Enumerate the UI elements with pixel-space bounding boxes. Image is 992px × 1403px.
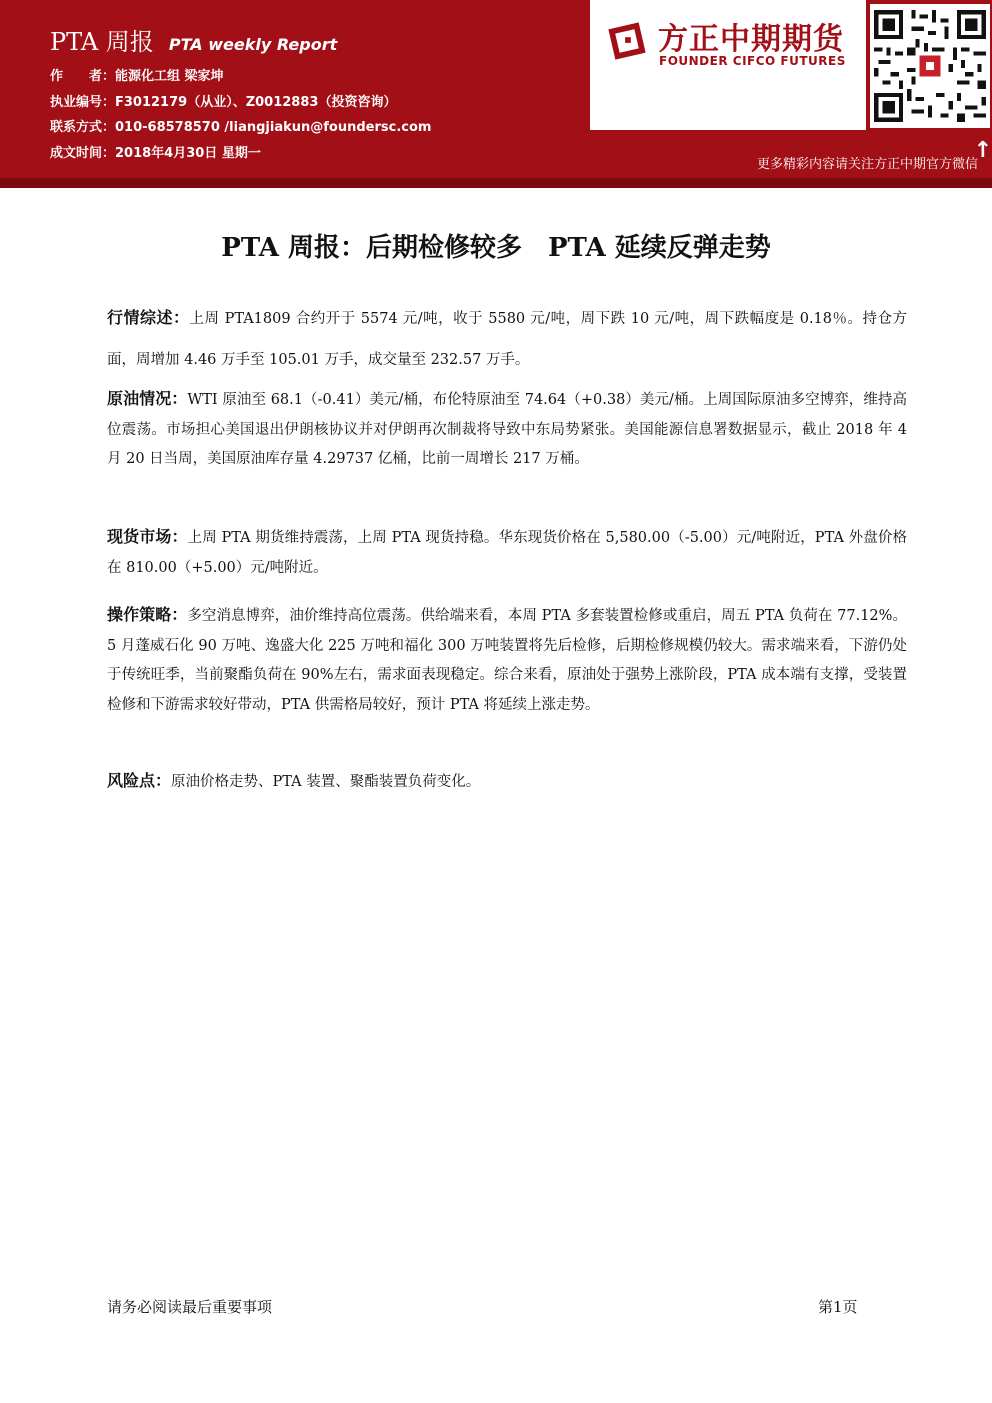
- section-text: 上周 PTA1809 合约开于 5574 元/吨，收于 5580 元/吨，周下跌 10 元/吨，周下跌幅度是 0.18％。持仓方面，周增加 4.46 万手至 105.01 万手，成交量至 232.57 万手。: [107, 311, 907, 368]
- section-label: 现货市场：: [107, 527, 188, 546]
- section-label: 风险点：: [107, 771, 172, 790]
- page-number: 第1页: [818, 1298, 858, 1316]
- meta-date: 成文时间：2018年4月30日 星期一: [50, 145, 261, 161]
- section-strategy: [107, 600, 907, 720]
- meta-contact: 联系方式：010-68578570 /liangjiakun@foundersc.com: [50, 120, 432, 135]
- qr-code-icon: [870, 4, 990, 128]
- report-title: [50, 22, 337, 57]
- section-spot-market: [107, 522, 907, 583]
- section-crude-oil: [107, 384, 907, 475]
- page-title: PTA 周报：后期检修较多 PTA 延续反弹走势: [221, 233, 771, 263]
- section-market-review: [107, 297, 907, 381]
- logo-text-en: FOUNDER CIFCO FUTURES: [659, 54, 846, 68]
- report-title-en: PTA weekly Report: [168, 35, 338, 54]
- section-text: 多空消息博弈，油价维持高位震荡。供给端来看，本周 PTA 多套装置检修或重启，周五 PTA 负荷在 77.12%。5 月蓬威石化 90 万吨、逸盛大化 225 万吨和福化 300 万吨装置将先后检修，后期检修规模仍较大。需求端来看，下游仍处于传统旺季，当前聚酯负荷在 90%左右，需求面表现稳定。综合来看，原油处于强势上涨阶段，PTA 成本端有支撑，受装置检修和下游需求较好带动，PTA 供需格局较好，预计 PTA 将延续上涨走势。: [107, 608, 907, 713]
- founder-logo-icon: [608, 22, 646, 60]
- author-meta: [50, 64, 431, 166]
- section-text: WTI 原油至 68.1（-0.41）美元/桶，布伦特原油至 74.64（+0.38）美元/桶。上周国际原油多空博弈，维持高位震荡。市场担心美国退出伊朗核协议并对伊朗再次制裁将导致中东局势紧张。美国能源信息署数据显示，截止 2018 年 4 月 20 日当周，美国原油库存量 4.29737 亿桶，比前一周增长 217 万桶。: [107, 392, 907, 467]
- section-label: 原油情况：: [107, 389, 188, 408]
- arrow-up-icon: ↑: [973, 138, 992, 163]
- follow-wechat-text: 更多精彩内容请关注方正中期官方微信: [756, 157, 978, 172]
- section-label: 操作策略：: [107, 605, 188, 624]
- meta-author: 作 者：能源化工组 梁家坤: [50, 69, 224, 84]
- header-divider: [0, 178, 992, 188]
- meta-license: 执业编号：F3012179（从业）、Z0012883（投资咨询）: [50, 94, 397, 110]
- section-label: 行情综述：: [107, 308, 190, 327]
- report-title-cn: PTA 周报: [50, 28, 154, 56]
- section-text: 上周 PTA 期货维持震荡，上周 PTA 现货持稳。华东现货价格在 5,580.00（-5.00）元/吨附近，PTA 外盘价格在 810.00（+5.00）元/吨附近。: [107, 530, 907, 576]
- section-risk: [107, 766, 907, 798]
- company-logo: [590, 0, 866, 130]
- report-header: [0, 0, 992, 178]
- section-text: 原油价格走势、PTA 装置、聚酯装置负荷变化。: [171, 774, 481, 790]
- logo-text-cn: 方正中期期货: [658, 22, 844, 57]
- footer-notice: 请务必阅读最后重要事项: [107, 1298, 273, 1316]
